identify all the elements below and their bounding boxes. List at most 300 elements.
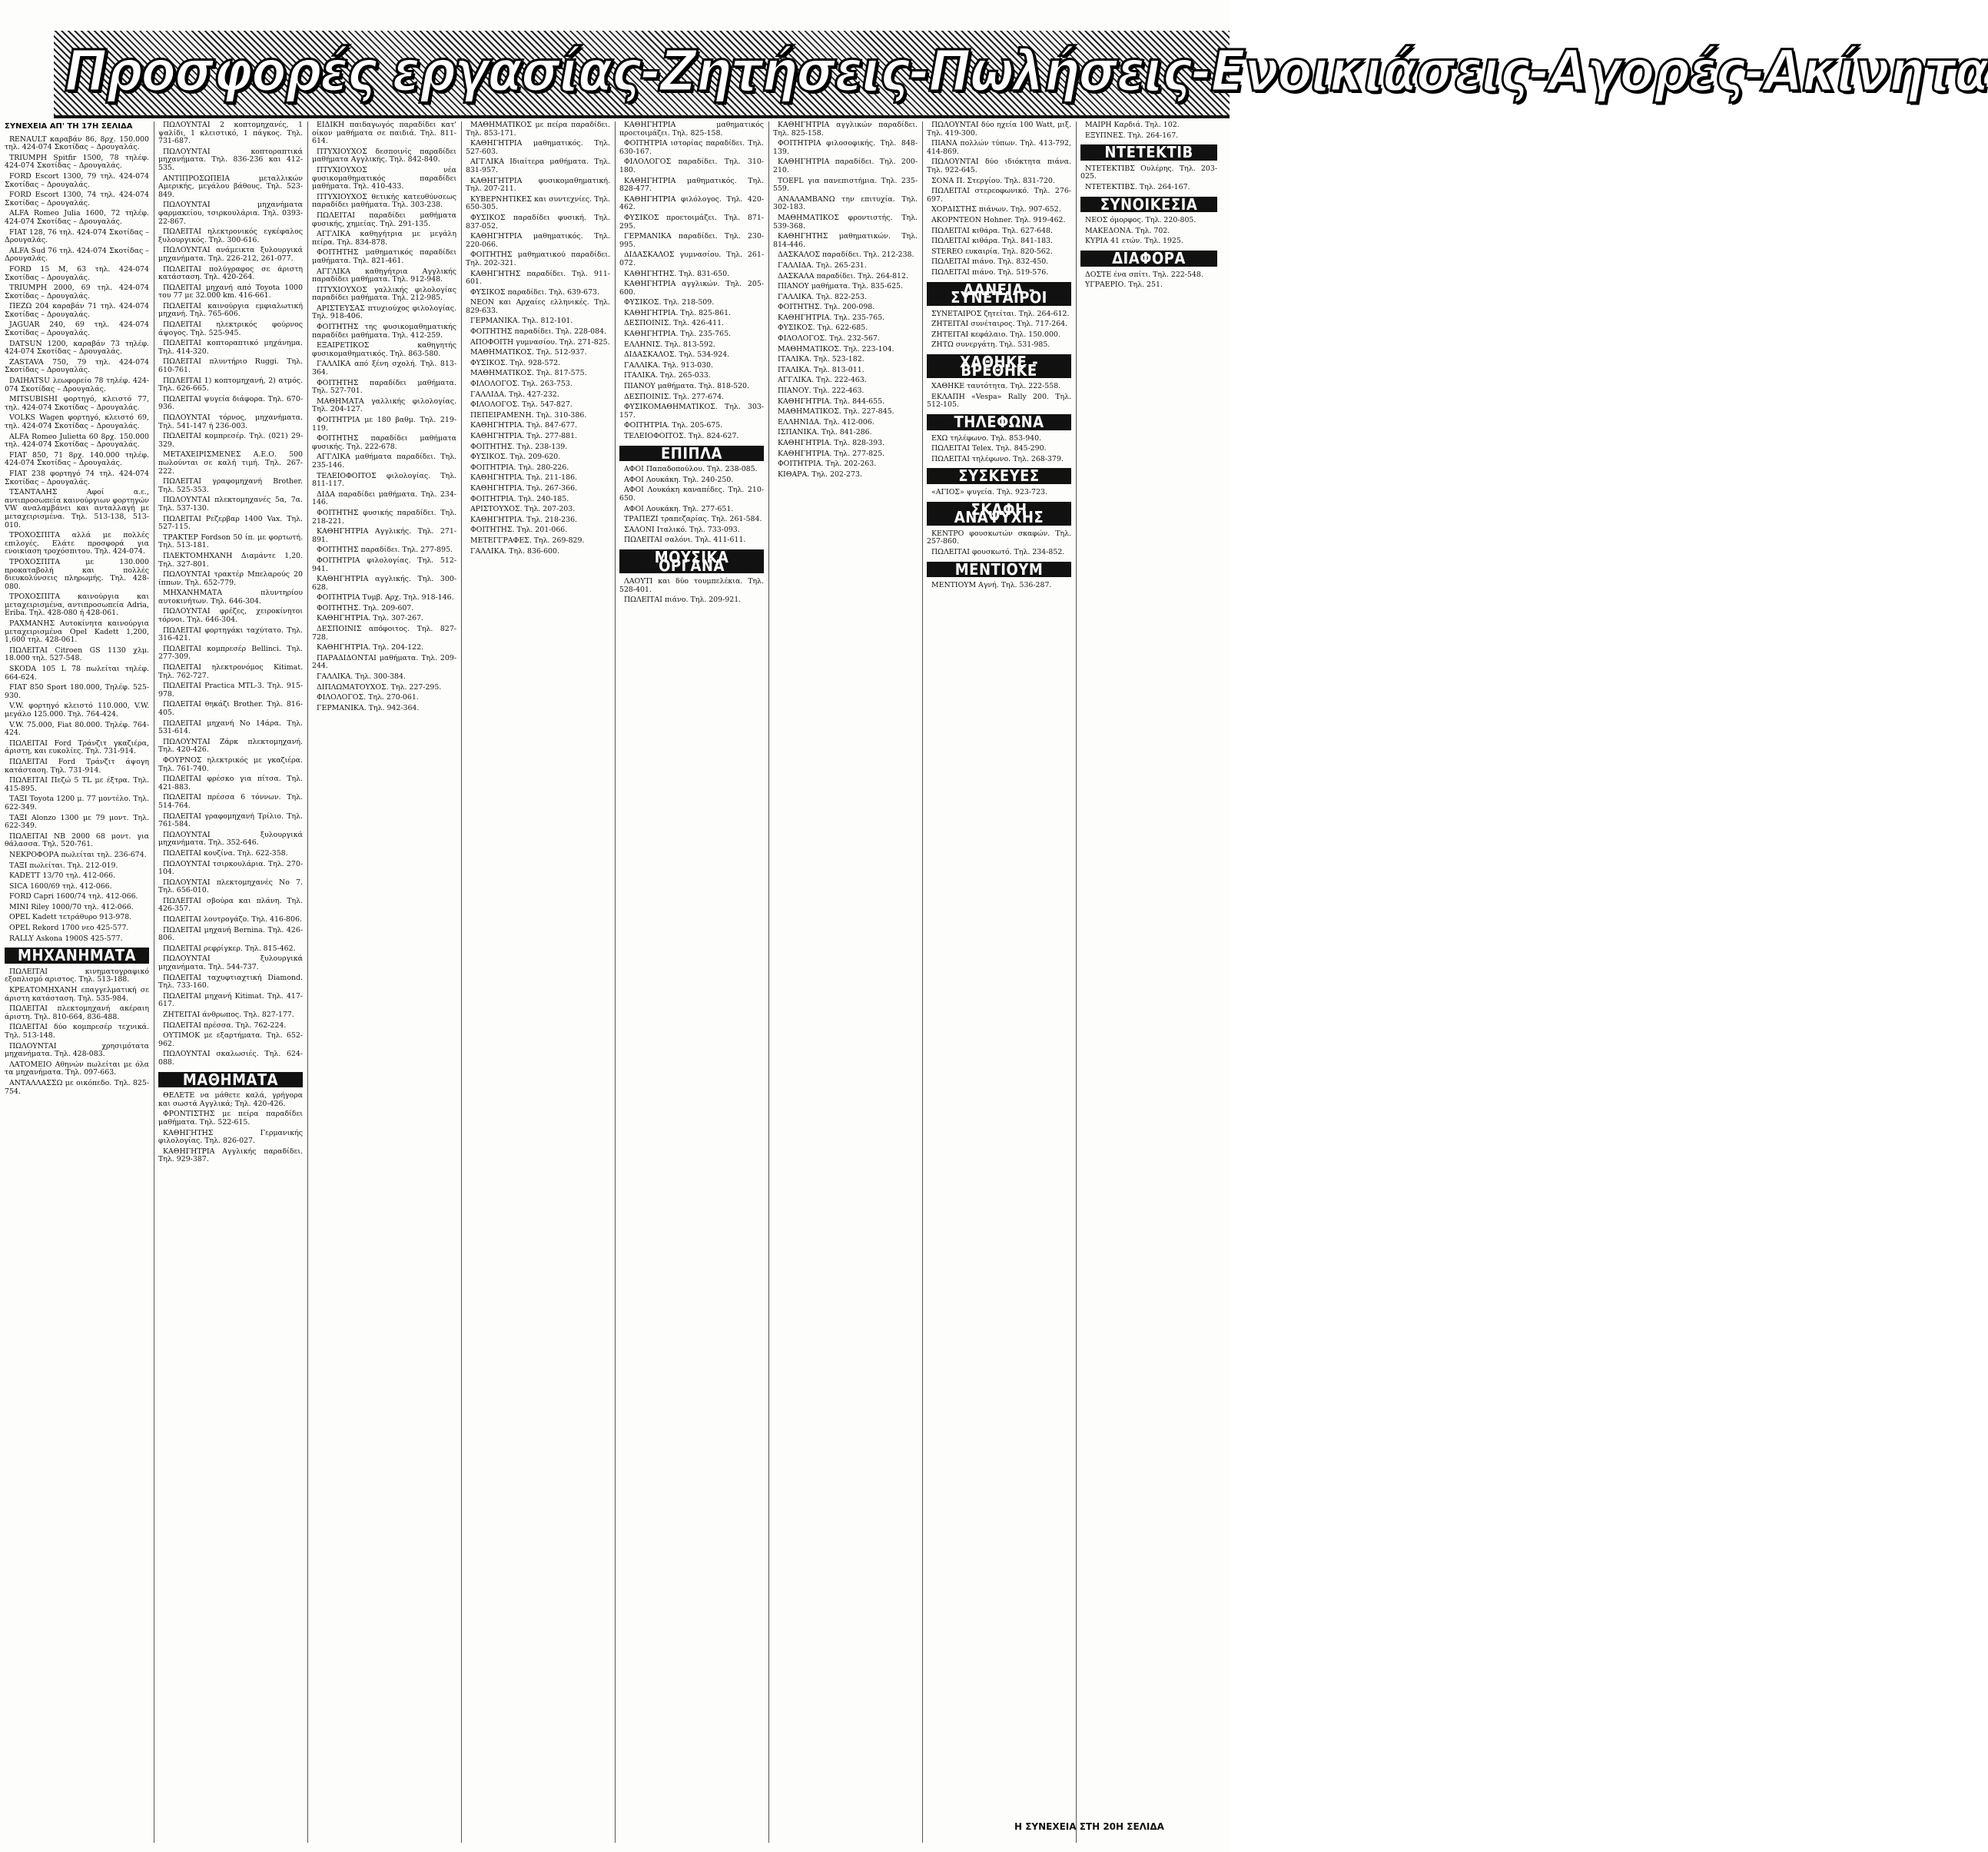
column-divider (1076, 121, 1077, 1843)
classified-ad: ΠΩΛΕΙΤΑΙ φρέσκο για πίτσα. Τηλ. 421-883. (158, 775, 303, 792)
classifieds-banner (54, 31, 1988, 118)
classified-ad: ΦΟΙΤΗΤΗΣ της φυσικομαθηματικής παραδίδει μαθήματα. Τηλ. 412-259. (312, 323, 456, 340)
classified-ad: ΙΣΠΑΝΙΚΑ. Τηλ. 841-286. (778, 428, 872, 437)
classified-ad: ΚΥΒΕΡΝΗΤΙΚΕΣ και συντεχνίες. Τηλ. 650-305. (466, 194, 610, 212)
classified-ad: ΠΩΛΟΥΝΤΑΙ ξυλουργικά μηχανήματα. Τηλ. 352-646. (158, 830, 303, 848)
classified-ad: ΦΟΙΤΗΤΡΙΑ. Τηλ. 205-675. (624, 421, 723, 430)
classified-ad: ΚΑΘΗΓΗΤΡΙΑ. Τηλ. 204-122. (317, 643, 424, 652)
classified-ad: ΚΑΘΗΓΗΤΡΙΑ. Τηλ. 235-765. (778, 313, 885, 322)
classified-ad: ΦΟΙΤΗΤΗΣ παραδίδει μαθήματα φυσικής. Τηλ. 222-678. (312, 434, 456, 451)
classified-ad: ΜΕΤΕΓΓΡΑΦΕΣ. Τηλ. 269-829. (470, 536, 585, 545)
column-8 (1080, 121, 1217, 1843)
column-4 (466, 121, 610, 1843)
classified-ad: ΠΩΛΕΙΤΑΙ πιάνο. Τηλ. 519-576. (931, 267, 1049, 277)
classified-ad: ΖΗΤΕΙΤΑΙ κεφάλαιο. Τηλ. 150.000. (931, 330, 1060, 339)
section-heading: ΕΠΙΠΛΑ (619, 446, 764, 462)
classified-ad: ΕΚΛΑΠΗ «Vespa» Rally 200. Τηλ. 512-105. (927, 392, 1071, 410)
classified-ad: ΚΑΘΗΓΗΤΗΣ. Τηλ. 831-650. (624, 269, 730, 278)
section-heading: ΜΟΥΣΙΚΑ ΟΡΓΑΝΑ (619, 549, 764, 573)
classified-ad: ΠΩΛΕΙΤΑΙ καινούργια εμφιαλωτική μηχανή. Τηλ. 765-606. (158, 301, 303, 319)
classified-ad: ΤΑΞΙ πωλείται. Τηλ. 212-019. (9, 861, 118, 870)
classified-ad: ΓΕΡΜΑΝΙΚΑ. Τηλ. 812-101. (470, 317, 573, 326)
classified-ad: ΚΑΘΗΓΗΤΡΙΑ μαθηματικός. Τηλ. 828-477. (619, 176, 764, 194)
classified-ad: ΧΟΡΔΙΣΤΗΣ πιάνων. Τηλ. 907-652. (931, 205, 1061, 214)
classified-ad: ΘΕΛΕΤΕ να μάθετε καλά, γρήγορα και σωστά Αγγλικά; Τηλ. 420-426. (158, 1091, 303, 1108)
classified-ad: ΡΑΧΜΑΝΗΣ Αυτοκίνητα καινούργια μεταχειρισμένα Opel Kadett 1,200, 1,600 τηλ. 428-061. (5, 619, 149, 645)
classified-ad: ΠΩΛΕΙΤΑΙ πιάνο. Τηλ. 209-921. (624, 596, 742, 605)
section-heading: ΣΥΝΟΙΚΕΣΙΑ (1080, 197, 1217, 213)
section-heading: ΧΑΘΗΚΕ - ΒΡΕΘΗΚΕ (927, 354, 1071, 378)
classified-ad: ΓΑΛΛΙΔΑ. Τηλ. 265-231. (778, 261, 867, 270)
classified-ad: ΤΡΟΧΟΣΠΙΤΑ αλλά με πολλές επιλογές. Ελάτε προσφορά για ενοικίαση τροχόσπιτου. Τηλ. 424-074. (5, 531, 149, 556)
classified-ad: ΦΥΣΙΚΟΣ. Τηλ. 218-509. (624, 298, 715, 307)
classified-ad: ΠΩΛΕΙΤΑΙ ΝΒ 2000 68 μοντ. για θάλασσα. Τηλ. 520-761. (5, 831, 149, 849)
classified-ad: ΦΟΙΤΗΤΗΣ. Τηλ. 209-607. (317, 603, 414, 612)
classified-ad: ΝΤΕΤΕΚΤΙΒΣ. Τηλ. 264-167. (1085, 182, 1190, 191)
classified-ad: ΦΥΣΙΚΟΣ. Τηλ. 928-572. (470, 358, 561, 367)
classified-ad: ΑΡΙΣΤΕΥΣΑΣ πτυχιούχος φιλολογίας. Τηλ. 918-406. (312, 304, 456, 321)
classified-ad: DAIHATSU λεωφορείο 78 τηλέφ. 424-074 Σκοτίδας – Δρουγαλάς. (5, 377, 149, 393)
classified-ad: ΠΩΛΕΙΤΑΙ σβούρα και πλάνη. Τηλ. 426-357. (158, 896, 303, 914)
classified-ad: ΠΩΛΕΙΤΑΙ κιθάρα. Τηλ. 841-183. (931, 237, 1053, 246)
classified-ad: ΑΓΓΛΙΚΑ μαθήματα παραδίδει. Τηλ. 235-146. (312, 453, 456, 470)
classified-ad: TOEFL για πανεπιστήμια. Τηλ. 235-559. (773, 176, 918, 194)
classified-ad: ΛΑΟΥΤΙ και δύο τουμπελέκια. Τηλ. 528-401. (619, 577, 764, 594)
classified-ad: ΠΩΛΕΙΤΑΙ φουσκωτό. Τηλ. 234-852. (931, 547, 1065, 556)
classified-ad: ΜΑΘΗΜΑΤΙΚΟΣ. Τηλ. 227-845. (778, 407, 894, 417)
classified-ad: ΠΩΛΕΙΤΑΙ σαλόνι. Τηλ. 411-611. (624, 536, 746, 545)
classified-ad: ΠΩΛΟΥΝΤΑΙ μηχανήματα φαρμακείου, τσιρκουλάρια. Τηλ. 0393-22-867. (158, 201, 303, 226)
classified-ad: ΦΟΙΤΗΤΡΙΑ. Τηλ. 280-226. (470, 463, 569, 472)
classified-ad: ΦΟΙΤΗΤΗΣ παραδίδει. Τηλ. 228-084. (470, 327, 607, 337)
classified-ad: ΠΤΥΧΙΟΥΧΟΣ νέα φυσικομαθηματικός παραδίδει μαθήματα. Τηλ. 410-433. (312, 165, 456, 191)
classified-ad: ΠΩΛΕΙΤΑΙ Practica ΜΤL-3. Τηλ. 915-978. (158, 682, 303, 699)
classified-ad: ΚΑΘΗΓΗΤΡΙΑ. Τηλ. 235-765. (624, 330, 732, 339)
classified-ad: ΑΡΙΣΤΟΥΧΟΣ. Τηλ. 207-203. (470, 505, 576, 514)
classified-ad: ΠΩΛΕΙΤΑΙ κοπτοραπτικό μηχάνημα. Τηλ. 414-320. (158, 339, 303, 356)
classified-ad: ΠΩΛΕΙΤΑΙ γραφομηχανή Brother. Τηλ. 525-353. (158, 477, 303, 494)
classified-ad: ΦΙΛΟΛΟΓΟΣ παραδίδει. Τηλ. 310-180. (619, 158, 764, 174)
classified-ad: TRIUMPH 2000, 69 τηλ. 424-074 Σκοτίδας – Δρουγαλάς. (5, 284, 149, 300)
classified-ad: ΦΟΙΤΗΤΡΙΑ. Τηλ. 202-263. (778, 460, 877, 469)
classified-ad: ΚΕΝΤΡΟ φουσκωτών σκαφών. Τηλ. 257-860. (927, 529, 1071, 546)
classified-ad: ΦΟΙΤΗΤΗΣ παραδίδει μαθήματα. Τηλ. 527-701. (312, 378, 456, 396)
classified-ad: ΜΑΘΗΜΑΤΙΚΟΣ. Τηλ. 817-575. (470, 369, 587, 378)
classified-ad: ΠΩΛΕΙΤΑΙ κιθάρα. Τηλ. 627-648. (931, 226, 1053, 235)
classified-ad: ΚΑΘΗΓΗΤΗΣ παραδίδει. Τηλ. 911-601. (466, 269, 610, 287)
classified-ad: ΚΑΘΗΓΗΤΡΙΑ αγγλικών παραδίδει. Τηλ. 825-158. (773, 121, 918, 138)
classified-ad: ΠΩΛΕΙΤΑΙ φορτηγάκι ταχύτατο. Τηλ. 316-421. (158, 626, 303, 643)
classified-ad: ΜΕΤΑΧΕΙΡΙΣΜΕΝΕΣ Α.Ε.Ο. 500 πωλούνται σε καλή τιμή. Τηλ. 267-222. (158, 450, 303, 476)
classified-ad: ΑΦΟΙ Παπαδοπούλου. Τηλ. 238-085. (624, 465, 758, 474)
classified-ad: ΠΩΛΟΥΝΤΑΙ ανάμεικτα ξυλουργικά μηχανήματα. Τηλ. 226-212, 261-077. (158, 246, 303, 263)
classified-ad: ΜΑΘΗΜΑΤΑ γαλλικής φιλολογίας. Τηλ. 204-127. (312, 397, 456, 414)
classified-ad: ΠΩΛΕΙΤΑΙ ηλεκτρονικός εγκέφαλος ξυλουργικός. Τηλ. 300-616. (158, 227, 303, 244)
classified-ad: ΠΩΛΟΥΝΤΑΙ σκαλωσιές. Τηλ. 624-088. (158, 1050, 303, 1067)
section-heading: ΣΚΑΦΗ ΑΝΑΨΥΧΗΣ (927, 502, 1071, 526)
classified-ad: ΠΩΛΟΥΝΤΑΙ πλεκτομηχανές 5α, 7α. Τηλ. 537-130. (158, 496, 303, 513)
classified-ad: ΚΙΘΑΡΑ. Τηλ. 202-273. (778, 470, 862, 479)
classified-ad: ΠΩΛΕΙΤΑΙ πρέσσα. Τηλ. 762-224. (163, 1021, 287, 1030)
classified-ad: ΠΙΑΝΑ πολλών τύπων. Τηλ. 413-792, 414-869. (927, 139, 1071, 156)
classified-ad: ΚΑΘΗΓΗΤΗΣ μαθηματικών. Τηλ. 814-446. (773, 232, 918, 249)
classified-ad: ΟΥΤΙΜΟΚ με εξαρτήματα. Τηλ. 652-962. (158, 1031, 303, 1048)
classified-ad: ΠΩΛΕΙΤΑΙ μηχανή Bernina. Τηλ. 426-806. (158, 925, 303, 943)
section-heading: ΜΗΧΑΝΗΜΑΤΑ (5, 948, 149, 964)
classified-ad: ΤΡΟΧΟΣΠΙΤΑ καινούργια και μεταχειρισμένα, αντιπροσωπεία Adria, Eriba. Τηλ. 428-080 ή 428-061. (5, 592, 149, 618)
classified-ad: ΓΑΛΛΙΚΑ. Τηλ. 836-600. (470, 546, 559, 556)
classified-ad: ΠΙΑΝΟΥ. Τηλ. 222-463. (778, 387, 865, 396)
classified-ad: ΑΠΟΦΟΙΤΗ γυμνασίου. Τηλ. 271-825. (470, 337, 610, 347)
classified-ad: ΚΡΕΑΤΟΜΗΧΑΝΗ επαγγελματική σε άριστη κατάσταση. Τηλ. 535-984. (5, 986, 149, 1003)
classified-ad: «ΑΓΙΟΣ» ψυγεία. Τηλ. 923-723. (931, 488, 1047, 496)
classified-ad: ΤΕΛΕΙΟΦΟΙΤΟΣ φιλολογίας. Τηλ. 811-117. (312, 471, 456, 489)
classified-ad: FIAT 238 φορτηγό 74 τηλ. 424-074 Σκοτίδας – Δρουγαλάς. (5, 469, 149, 486)
classified-ad: SIСΑ 1600/69 τηλ. 412-066. (9, 881, 112, 891)
classified-ad: ΥΓΡΑΕΡΙΟ. Τηλ. 251. (1085, 280, 1163, 290)
classified-ad: ΔΑΣΚΑΛΟΣ παραδίδει. Τηλ. 212-238. (778, 251, 914, 260)
section-heading: ΔΙΑΦΟΡΑ (1080, 251, 1217, 267)
column-divider (768, 121, 769, 1843)
classified-ad: ΔΙΔΑΣΚΑΛΟΣ γυμνασίου. Τηλ. 261-072. (619, 251, 764, 267)
classified-ad: ΠΩΛΕΙΤΑΙ παραδίδει μαθήματα φυσικής, χημείας. Τηλ. 291-135. (312, 211, 456, 228)
classified-ad: FIAT 128, 76 τηλ. 424-074 Σκοτίδας – Δρουγαλάς. (5, 227, 149, 245)
classified-ad: ΝΕΚΡΟΦΟΡΑ πωλείται τηλ. 236-674. (9, 850, 147, 859)
classified-ad: RALLY Askona 1900S 425-577. (9, 934, 123, 943)
classified-ad: ΠΩΛΟΥΝΤΑΙ τσιρκουλάρια. Τηλ. 270-104. (158, 859, 303, 877)
classified-ad: ΤΡΟΧΟΣΠΙΤΑ με 130.000 προκαταβολή και πολλές διευκολύνσεις πληρωμής. Τηλ. 428-080. (5, 557, 149, 591)
classified-ad: FORD Escort 1300, 74 τηλ. 424-074 Σκοτίδας – Δρουγαλάς. (5, 191, 149, 207)
classified-ad: ΔΕΣΠΟΙΝΙΣ. Τηλ. 277-674. (624, 392, 725, 401)
classified-ad: ΚΑΘΗΓΗΤΡΙΑ μαθηματικός προετοιμάζει. Τηλ. 825-158. (619, 121, 764, 138)
column-divider (307, 121, 308, 1843)
classified-ad: ΦΥΣΙΚΟΜΑΘΗΜΑΤΙΚΟΣ. Τηλ. 303-157. (619, 403, 764, 420)
classified-ad: ALFA Romeo Julietta 60 8ρχ. 150.000 τηλ. 424-074 Σκοτίδας – Δρουγαλάς. (5, 432, 149, 450)
classified-ad: ΠΩΛΕΙΤΑΙ ταχυφτιαχτική Diamond. Τηλ. 733-160. (158, 973, 303, 991)
classified-ad: ΠΩΛΟΥΝΤΑΙ Ζάρκ πλεκτομηχανή. Τηλ. 420-426. (158, 737, 303, 755)
classified-ad: VOLKS Wagen φορτηγό, κλειστό 69, τηλ. 424-074 Σκοτίδας – Δρουγαλάς. (5, 413, 149, 430)
column-6 (773, 121, 918, 1843)
classified-columns (5, 121, 1219, 1843)
classified-ad: ΣΟΝΑ Π. Στεργίου. Τηλ. 831-720. (931, 176, 1055, 185)
classified-ad: ΠΩΛΕΙΤΑΙ πιάνο. Τηλ. 832-450. (931, 257, 1049, 267)
classified-ad: ΜΑΘΗΜΑΤΙΚΟΣ με πείρα παραδίδει. Τηλ. 853-171. (466, 121, 610, 138)
classified-ad: ΙΤΑΛΙΚΑ. Τηλ. 265-033. (624, 371, 711, 380)
classified-ad: ΦΥΣΙΚΟΣ παραδίδει. Τηλ. 639-673. (470, 287, 600, 297)
classified-ad: ΚΑΘΗΓΗΤΡΙΑ μαθηματικός. Τηλ. 527-603. (466, 139, 610, 156)
classified-ad: V.W. φορτηγό κλειστό 110.000, V.W. μεγάλο 125.000. Τηλ. 764-424. (5, 702, 149, 719)
classified-ad: ΜΗΧΑΝΗΜΑΤΑ πλυντηρίου αυτοκινήτων. Τηλ. 646-304. (158, 589, 303, 606)
classified-ad: ΔΑΣΚΑΛΑ παραδίδει. Τηλ. 264-812. (778, 271, 908, 280)
classified-ad: ΑΝΤΙΠΡΟΣΩΠΕΙΑ μεταλλικών Αμερικής, μεγάλου βάθους. Τηλ. 523-849. (158, 174, 303, 199)
classified-ad: ΦΥΣΙΚΟΣ. Τηλ. 622-685. (778, 324, 868, 333)
classified-ad: ΜΑΚΕΔΟΝΑ. Τηλ. 702. (1085, 226, 1170, 235)
classified-ad: ΠΩΛΕΙΤΑΙ μηχανή από Toyota 1000 του 77 με 32.000 km. 416-661. (158, 283, 303, 300)
section-heading: ΤΗΛΕΦΩΝΑ (927, 414, 1071, 430)
classified-ad: ΑΓΓΛΙΚΑ καθηγήτρια με μεγάλη πείρα. Τηλ. 834-878. (312, 230, 456, 247)
classified-ad: ΚΑΘΗΓΗΤΡΙΑ. Τηλ. 825-861. (624, 308, 732, 317)
column-divider (615, 121, 616, 1843)
classified-ad: ΔΙΠΛΩΜΑΤΟΥΧΟΣ. Τηλ. 227-295. (317, 682, 442, 692)
classified-ad: ΠΩΛΟΥΝΤΑΙ δύο ιδιόκτητα πιάνα. Τηλ. 922-645. (927, 158, 1071, 174)
continued-heading: ΣΥΝΕΧΕΙΑ ΑΠ' ΤΗ 17Η ΣΕΛΙΔΑ (5, 122, 133, 131)
classified-ad: ΠΩΛΕΙΤΑΙ πλεκτομηχανή ακέραιη άριστη. Τηλ. 810-664, 836-488. (5, 1004, 149, 1021)
classified-ad: ΠΩΛΕΙΤΑΙ τηλέφωνο. Τηλ. 268-379. (931, 454, 1064, 463)
classified-ad: ΕΛΛΗΝΙΣ. Τηλ. 813-592. (624, 340, 715, 349)
classified-ad: ΠΕΖΩ 204 καραβάν 71 τηλ. 424-074 Σκοτίδας – Δρουγαλάς. (5, 302, 149, 319)
classified-ad: ΠΩΛΟΥΝΤΑΙ πλεκτομηχανές Νο 7. Τηλ. 656-010. (158, 878, 303, 895)
classified-ad: ΜΑΘΗΜΑΤΙΚΟΣ. Τηλ. 512-937. (470, 348, 587, 357)
classified-ad: ΕΧΩ τηλέφωνο. Τηλ. 853-940. (931, 433, 1042, 443)
classified-ad: ΠΩΛΟΥΝΤΑΙ ξυλουργικά μηχανήματα. Τηλ. 544-737. (158, 954, 303, 972)
classified-ad: ΠΩΛΟΥΝΤΑΙ χρησιμότατα μηχανήματα. Τηλ. 428-083. (5, 1041, 149, 1059)
classified-ad: ΔΕΣΠΟΙΝΙΣ. Τηλ. 426-411. (624, 319, 725, 328)
classified-ad: ΠΩΛΕΙΤΑΙ μηχανή Kitimat. Τηλ. 417-617. (158, 991, 303, 1009)
banner-title: Προσφορές εργασίας-Ζητήσεις-Πωλήσεις-Ενοικιάσεις-Αγορές-Ακίνητα (65, 38, 1988, 105)
classified-ad: ΠΩΛΕΙΤΑΙ Telex. Τηλ. 845-290. (931, 444, 1047, 453)
classified-ad: MINI Riley 1000/70 τηλ. 412-066. (9, 902, 134, 911)
classified-ad: ΔΟΣΤΕ ένα σπίτι. Τηλ. 222-548. (1085, 270, 1203, 279)
section-heading: ΜΕΝΤΙΟΥΜ (927, 562, 1071, 578)
classified-ad: ΝΕΟΣ όμορφος. Τηλ. 220-805. (1085, 216, 1196, 225)
classified-ad: ΠΩΛΟΥΝΤΑΙ δύο ηχεία 100 Watt, μιξ. Τηλ. 419-300. (927, 121, 1071, 138)
classified-ad: ΤΡΑΚΤΕΡ Fordson 50 ίπ. με φορτωτή. Τηλ. 513-181. (158, 533, 303, 550)
classified-ad: ΜΑΘΗΜΑΤΙΚΟΣ. Τηλ. 223-104. (778, 344, 894, 353)
classified-ad: ΦΟΙΤΗΤΗΣ. Τηλ. 238-139. (470, 442, 568, 451)
classified-ad: ΑΝΑΛΑΜΒΑΝΩ την επιτυχία. Τηλ. 302-183. (773, 194, 918, 212)
classified-ad: FORD Capri 1600/74 τηλ. 412-066. (9, 892, 138, 901)
classified-ad: MITSUBISHI φορτηγό, κλειστό 77, τηλ. 424-074 Σκοτίδας – Δρουγαλάς. (5, 395, 149, 412)
classified-ad: ΠΩΛΟΥΝΤΑΙ τόρνος, μηχανήματα. Τηλ. 541-147 ή 236-003. (158, 413, 303, 430)
classified-ad: ΤΣΑΝΤΑΛΗΣ Αφοί α.ε., αντιπροσωπεία καινούργιων φορτηγών VW αναλαμβάνει και ανταλλαγή με μεταχειρισμένα. Τηλ. 513-138, 513-010. (5, 488, 149, 529)
classified-ad: ΔΙΔΑ παραδίδει μαθήματα. Τηλ. 234-146. (312, 490, 456, 507)
classified-ad: ΦΟΙΤΗΤΗΣ μαθηματικού παραδίδει. Τηλ. 202-321. (466, 251, 610, 267)
classified-ad: ΚΑΘΗΓΗΤΡΙΑ παραδίδει. Τηλ. 200-210. (773, 158, 918, 174)
classified-ad: ΚΑΘΗΓΗΤΡΙΑ. Τηλ. 844-655. (778, 397, 885, 406)
classified-ad: ΙΤΑΛΙΚΑ. Τηλ. 523-182. (778, 355, 865, 364)
classified-ad: ΚΑΘΗΓΗΤΡΙΑ. Τηλ. 307-267. (317, 614, 424, 623)
classified-ad: ΣΥΝΕΤΑΙΡΟΣ ζητείται. Τηλ. 264-612. (931, 309, 1070, 318)
classified-ad: ΜΕΝΤΙΟΥΜ Αγνή. Τηλ. 536-287. (931, 581, 1052, 590)
classified-ad: ΖΗΤΩ συνεργάτη. Τηλ. 531-985. (931, 340, 1050, 350)
classified-ad: ΓΑΛΛΙΔΑ. Τηλ. 427-232. (470, 390, 559, 399)
classified-ad: ΠΩΛΟΥΝΤΑΙ τρακτέρ Μπελαρούς 20 ίππων. Τηλ. 652-779. (158, 570, 303, 587)
classified-ad: ΠΩΛΕΙΤΑΙ θηκάζι Brother. Τηλ. 816-405. (158, 700, 303, 717)
classified-ad: V.W. 75.000, Fiat 80.000. Τηλέφ. 764-424. (5, 720, 149, 738)
classified-ad: ΠΩΛΕΙΤΑΙ πολύγραφος σε άριστη κατάσταση. Τηλ. 420-264. (158, 264, 303, 282)
classified-ad: ΕΞΥΠΝΕΣ. Τηλ. 264-167. (1085, 131, 1179, 140)
classified-ad: ΠΩΛΕΙΤΑΙ Ford Τράνζιτ άψογη κατάσταση. Τηλ. 731-914. (5, 757, 149, 775)
column-7 (927, 121, 1071, 1843)
classified-ad: ΑΓΓΛΙΚΑ. Τηλ. 222-463. (778, 376, 867, 385)
classified-ad: ΠΩΛΟΥΝΤΑΙ φρέζες, χειροκίνητοι τόρνοι. Τηλ. 646-304. (158, 607, 303, 625)
classified-ad: ΠΩΛΕΙΤΑΙ Πεζώ 5 TL με έξτρα. Τηλ. 415-895. (5, 776, 149, 793)
classified-ad: RENAULT καραβάν 86, 8ρχ. 150.000 τηλ. 424-074 Σκοτίδας – Δρουγαλάς. (5, 134, 149, 152)
classified-ad: ΑΝΤΑΛΛΑΣΣΩ με οικόπεδο. Τηλ. 825-754. (5, 1078, 149, 1096)
column-5 (619, 121, 764, 1843)
classified-ad: ΤΕΛΕΙΟΦΟΙΤΟΣ. Τηλ. 824-627. (624, 432, 739, 440)
classified-ad: ΚΑΘΗΓΗΤΡΙΑ. Τηλ. 847-677. (470, 421, 578, 430)
classified-ad: ΠΩΛΕΙΤΑΙ ηλεκτρονόμος Kitimat. Τηλ. 762-727. (158, 663, 303, 680)
classified-ad: ΠΩΛΕΙΤΑΙ κομπρεσέρ. Τηλ. (021) 29-329. (158, 432, 303, 449)
section-heading: ΝΤΕΤΕΚΤΙΒ (1080, 144, 1217, 161)
section-heading: ΜΑΘΗΜΑΤΑ (158, 1072, 303, 1088)
classified-ad: ΠΩΛΕΙΤΑΙ 1) κοπτομηχανή, 2) ατμός. Τηλ. 626-665. (158, 376, 303, 393)
classified-ad: ΕΛΛΗΝΙΔΑ. Τηλ. 412-006. (778, 417, 875, 426)
classified-ad: FIAT 850, 71 8ρχ. 140.000 τηλέφ. 424-074 Σκοτίδας – Δρουγαλάς. (5, 450, 149, 468)
section-heading: ΣΥΣΚΕΥΕΣ (927, 468, 1071, 484)
classified-ad: ΑΦΟΙ Λουκάκη. Τηλ. 240-250. (624, 475, 734, 484)
classified-ad: ΠΩΛΕΙΤΑΙ μηχανή Νο 14άρα. Τηλ. 531-614. (158, 719, 303, 736)
classified-ad: ΓΕΡΜΑΝΙΚΑ παραδίδει. Τηλ. 230-995. (619, 232, 764, 249)
classified-ad: ΚΑΘΗΓΗΤΡΙΑ. Τηλ. 211-186. (470, 473, 578, 483)
classified-ad: ΚΑΘΗΓΗΤΡΙΑ. Τηλ. 267-366. (470, 483, 578, 493)
classified-ad: ΦΙΛΟΛΟΓΟΣ. Τηλ. 232-567. (778, 334, 880, 344)
classified-ad: ΠΩΛΕΙΤΑΙ γραφομηχανή Τρίλιο. Τηλ. 761-584. (158, 811, 303, 829)
classified-ad: ΠΛΕΚΤΟΜΗΧΑΝΗ Διαμάντε 1,20. Τηλ. 327-801. (158, 551, 303, 569)
classified-ad: ΚΑΘΗΓΗΤΡΙΑ. Τηλ. 277-881. (470, 432, 578, 440)
classified-ad: ΚΑΘΗΓΗΤΡΙΑ. Τηλ. 828-393. (778, 439, 885, 447)
classified-ad: ΠΩΛΕΙΤΑΙ Citroen GS 1130 χλμ. 18.000 τηλ. 527-548. (5, 646, 149, 663)
classified-ad: ΚΑΘΗΓΗΤΡΙΑ. Τηλ. 218-236. (470, 515, 578, 524)
classified-ad: ΠΩΛΟΥΝΤΑΙ κοπτοραπτικά μηχανήματα. Τηλ. 836-236 και 412-535. (158, 147, 303, 172)
classified-ad: ΦΟΙΤΗΤΗΣ φυσικής παραδίδει. Τηλ. 218-221. (312, 508, 456, 526)
classified-ad: SKODA 105 L 78 πωλείται τηλέφ. 664-624. (5, 665, 149, 682)
classified-ad: ΧΑΘΗΚΕ ταυτότητα. Τηλ. 222-558. (931, 382, 1061, 391)
classified-ad: ΝΤΕΤΕΚΤΙΒΣ Ουλέρης. Τηλ. 203-025. (1080, 164, 1217, 181)
classified-ad: ΦΟΙΤΗΤΡΙΑ φιλοσοφικής. Τηλ. 848-139. (773, 139, 918, 156)
classified-ad: ΓΑΛΛΙΚΑ από ξένη σχολή. Τηλ. 813-364. (312, 360, 456, 377)
classified-ad: ΔΙΔΑΣΚΑΛΟΣ. Τηλ. 534-924. (624, 350, 730, 360)
classified-ad: OPEL Kadett τετράθυρο 913-978. (9, 913, 132, 922)
classified-ad: ΠΩΛΟΥΝΤΑΙ 2 κοπτομηχανές, 1 ψαλίδι, 1 κλειστικό, 1 πάγκος. Τηλ. 731-687. (158, 121, 303, 146)
classified-ad: ΠΑΡΑΔΙΔΟΝΤΑΙ μαθήματα. Τηλ. 209-244. (312, 653, 456, 671)
classified-ad: ΦΟΥΡΝΟΣ ηλεκτρικός με γκαζιέρα. Τηλ. 761-740. (158, 755, 303, 773)
column-3 (312, 121, 456, 1843)
classified-ad: ΦΙΛΟΛΟΓΟΣ. Τηλ. 547-827. (470, 400, 573, 410)
classified-ad: ΠΙΑΝΟΥ μαθήματα. Τηλ. 835-625. (778, 282, 904, 291)
classified-ad: ΑΚΟΡΝΤΕΟΝ Hohner. Τηλ. 919-462. (931, 215, 1066, 224)
classified-ad: ΠΩΛΕΙΤΑΙ κινηματογραφικό εξοπλισμό αριστος. Τηλ. 513-188. (5, 967, 149, 984)
classified-ad: ΣΑΛΟΝΙ Ιταλικό. Τηλ. 733-093. (624, 525, 740, 534)
classified-ad: STEREO ευκαιρία. Τηλ. 820-562. (931, 247, 1053, 256)
classified-ad: ΛΑΤΟΜΕΙΟ Αθηνών πωλείται με όλα τα μηχανήματα. Τηλ. 097-663. (5, 1060, 149, 1077)
classified-ad: ΚΑΘΗΓΗΤΡΙΑ. Τηλ. 277-825. (778, 449, 885, 458)
classified-ad: ΑΓΓΛΙΚΑ Ιδιαίτερα μαθήματα. Τηλ. 831-957. (466, 158, 610, 174)
classified-ad: ΠΩΛΕΙΤΑΙ κομπρεσέρ Bellinci. Τηλ. 277-309. (158, 644, 303, 662)
classified-ad: ΜΑΘΗΜΑΤΙΚΟΣ φροντιστής. Τηλ. 539-368. (773, 213, 918, 231)
classified-ad: ΦΥΣΙΚΟΣ παραδίδει φυσική. Τηλ. 837-052. (466, 213, 610, 231)
classified-ad: ΠΙΑΝΟΥ μαθήματα. Τηλ. 818-520. (624, 382, 750, 391)
classified-ad: ΦΟΙΤΗΤΗΣ παραδίδει. Τηλ. 277-895. (317, 546, 453, 555)
classified-ad: ΕΞΑΙΡΕΤΙΚΟΣ καθηγητής φυσικομαθηματικός. Τηλ. 863-580. (312, 341, 456, 358)
classified-ad: ΔΕΣΠΟΙΝΙΣ απόφοιτος. Τηλ. 827-728. (312, 625, 456, 642)
classified-ad: ΦΟΙΤΗΤΡΙΑ με 180 βαθμ. Τηλ. 219-119. (312, 416, 456, 433)
classified-ad: ΚΑΘΗΓΗΤΡΙΑ Αγγλικής. Τηλ. 271-891. (312, 527, 456, 544)
classified-ad: ΦΥΣΙΚΟΣ. Τηλ. 209-620. (470, 453, 561, 462)
classified-ad: ΠΩΛΕΙΤΑΙ κουζίνα. Τηλ. 622-358. (163, 848, 288, 858)
classified-ad: FORD Escort 1300, 79 τηλ. 424-074 Σκοτίδας – Δρουγαλάς. (5, 171, 149, 189)
classified-ad: ΜΑΙΡΗ Καρδιά. Τηλ. 102. (1085, 121, 1180, 129)
classified-ad: ΦΥΣΙΚΟΣ προετοιμάζει. Τηλ. 871-295. (619, 213, 764, 231)
classified-ad: ΦΟΙΤΗΤΡΙΑ Τυμβ. Αρχ. Τηλ. 918-146. (317, 593, 454, 602)
classified-ad: ALFA Romeo Julia 1600, 72 τηλέφ. 424-074 Σκοτίδας – Δρουγαλάς. (5, 209, 149, 226)
classified-ad: ΠΕΠΕΙΡΑΜΕΝΗ. Τηλ. 310-386. (470, 410, 587, 420)
classified-ad: ΦΟΙΤΗΤΗΣ. Τηλ. 200-098. (778, 303, 875, 312)
classified-ad: JAGUAR 240, 69 τηλ. 424-074 Σκοτίδας – Δρουγαλάς. (5, 320, 149, 338)
classified-ad: ΠΤΥΧΙΟΥΧΟΣ δεσποινίς παραδίδει μαθήματα Αγγλικής. Τηλ. 842-840. (312, 147, 456, 164)
classified-ad: ΠΩΛΕΙΤΑΙ ψυγεία διάφορα. Τηλ. 670-936. (158, 394, 303, 412)
classified-ad: ΓΕΡΜΑΝΙΚΑ. Τηλ. 942-364. (317, 703, 420, 712)
classified-ad: ΠΩΛΕΙΤΑΙ ηλεκτρικός φούρνος άψογος. Τηλ. 525-945. (158, 320, 303, 337)
classified-ad: ΚΑΘΗΓΗΤΡΙΑ Αγγλικής παραδίδει. Τηλ. 929-387. (158, 1147, 303, 1164)
classified-ad: ΚΑΘΗΓΗΤΡΙΑ φιλόλογος. Τηλ. 420-462. (619, 194, 764, 212)
classified-ad: ΤΑΞΙ Αlonzo 1300 με 79 μοντ. Τηλ. 622-349. (5, 813, 149, 831)
continued-notice: Η ΣΥΝΕΧΕΙΑ ΣΤΗ 20Η ΣΕΛΙΔΑ (1014, 1821, 1164, 1832)
classified-ad: ΤΡΑΠΕΖΙ τραπεζαρίας. Τηλ. 261-584. (624, 515, 762, 524)
classified-ad: ΠΩΛΕΙΤΑΙ στερεοφωνικό. Τηλ. 276-697. (927, 187, 1071, 204)
classified-ad: ΚΑΘΗΓΗΤΡΙΑ μαθηματικός. Τηλ. 220-066. (466, 232, 610, 249)
classified-ad: ΦΙΛΟΛΟΓΟΣ. Τηλ. 263-753. (470, 380, 573, 389)
classified-ad: ΚΥΡΙΑ 41 ετών. Τηλ. 1925. (1085, 237, 1183, 246)
classified-ad: ΙΤΑΛΙΚΑ. Τηλ. 813-011. (778, 365, 865, 374)
classified-ad: ΠΩΛΕΙΤΑΙ Ford Τράνζιτ γκαζιέρα, άριστη, και ευκολίες. Τηλ. 731-914. (5, 738, 149, 756)
classified-ad: ΚΑΘΗΓΗΤΗΣ Γερμανικής φιλολογίας. Τηλ. 826-027. (158, 1128, 303, 1146)
classified-ad: FIAT 850 Sport 180.000, Τηλέφ. 525-930. (5, 683, 149, 700)
classified-ad: ΓΑΛΛΙΚΑ. Τηλ. 913-030. (624, 360, 713, 370)
classified-ad: ΚΑΘΗΓΗΤΡΙΑ φυσικομαθηματική. Τηλ. 207-211. (466, 176, 610, 194)
classified-ad: TRIUMPH Spitfir 1500, 78 τηλέφ. 424-074 Σκοτίδας – Δρουγαλάς. (5, 153, 149, 171)
classified-ad: ΓΑΛΛΙΚΑ. Τηλ. 822-253. (778, 292, 867, 301)
classified-ad: ΖΗΤΕΙΤΑΙ συνέταιρος. Τηλ. 717-264. (931, 320, 1068, 329)
classified-ad: KADETT 13/70 τηλ. 412-066. (9, 871, 116, 881)
section-heading: ΔΑΝΕΙΑ - ΣΥΝΕΤΑΙΡΟΙ (927, 282, 1071, 306)
classified-ad: ΕΙΔΙΚΗ παιδαγωγός παραδίδει κατ' οίκον μαθήματα σε παιδιά. Τηλ. 811-614. (312, 121, 456, 146)
classified-ad: ΦΟΙΤΗΤΡΙΑ φιλολογίας. Τηλ. 512-941. (312, 556, 456, 573)
classified-ad: ΦΙΛΟΛΟΓΟΣ. Τηλ. 270-061. (317, 693, 419, 702)
classified-ad: ΦΡΟΝΤΙΣΤΗΣ με πείρα παραδίδει μαθήματα. Τηλ. 522-615. (158, 1110, 303, 1127)
classified-ad: ΑΦΟΙ Λουκάκη καναπέδες. Τηλ. 210-650. (619, 486, 764, 503)
classified-ad: ALFA Sud 76 τηλ. 424-074 Σκοτίδας – Δρουγαλάς. (5, 246, 149, 264)
column-divider (922, 121, 923, 1843)
classified-ad: ΚΑΘΗΓΗΤΡΙΑ αγγλικής. Τηλ. 300-628. (312, 575, 456, 592)
classified-ad: ΦΟΙΤΗΤΗΣ μαθηματικός παραδίδει μαθήματα. Τηλ. 821-461. (312, 248, 456, 265)
classified-ad: ΠΩΛΕΙΤΑΙ δύο κομπρεσέρ τεχνικά. Τηλ. 513-148. (5, 1023, 149, 1040)
classified-ad: ΠΩΛΕΙΤΑΙ λουτρογάζο. Τηλ. 416-806. (163, 915, 302, 924)
classified-ad: OPEL Rekord 1700 νεο 425-577. (9, 924, 129, 933)
classified-ad: ΠΩΛΕΙΤΑΙ πλυντήριο Ruggi. Τηλ. 610-761. (158, 357, 303, 375)
classified-ad: ΠΩΛΕΙΤΑΙ Ρεζερβαρ 1400 Vax. Τηλ. 527-115. (158, 514, 303, 532)
classified-ad: ΦΟΙΤΗΤΡΙΑ ιστορίας παραδίδει. Τηλ. 630-167. (619, 139, 764, 156)
classified-ad: ΓΑΛΛΙΚΑ. Τηλ. 300-384. (317, 672, 406, 682)
classified-ad: ΠΩΛΕΙΤΑΙ ρεφρίγκερ. Τηλ. 815-462. (163, 944, 296, 953)
classified-ad: ΦΟΙΤΗΤΡΙΑ. Τηλ. 240-185. (470, 494, 569, 503)
classified-ad: ΑΦΟΙ Λουκάκη. Τηλ. 277-651. (624, 504, 734, 513)
classified-ad: DATSUN 1200, καραβάν 73 τηλέφ. 424-074 Σκοτίδας – Δρουγαλάς. (5, 339, 149, 357)
classified-ad: ΠΤΥΧΙΟΥΧΟΣ θετικής κατευθύνσεως παραδίδει μαθήματα. Τηλ. 303-238. (312, 192, 456, 210)
classified-ad: ZASTAVA 750, 79 τηλ. 424-074 Σκοτίδας – Δρουγαλάς. (5, 357, 149, 375)
classified-ad: ΠΤΥΧΙΟΥΧΟΣ γαλλικής φιλολογίας παραδίδει μαθήματα. Τηλ. 212-985. (312, 285, 456, 303)
column-1 (5, 121, 149, 1843)
classified-ad: ΖΗΤΕΙΤΑΙ άνθρωπος. Τηλ. 827-177. (163, 1011, 294, 1019)
column-2 (158, 121, 303, 1843)
classified-ad: ΑΓΓΛΙΚΑ καθηγήτρια Αγγλικής παραδίδει μαθήματα. Τηλ. 912-948. (312, 267, 456, 284)
classified-ad: ΚΑΘΗΓΗΤΡΙΑ αγγλικών. Τηλ. 205-600. (619, 280, 764, 297)
classified-ad: ΦΟΙΤΗΤΗΣ. Τηλ. 201-066. (470, 526, 568, 535)
classified-ad: FORD 15 M, 63 τηλ. 424-074 Σκοτίδας – Δρουγαλάς. (5, 264, 149, 282)
classified-ad: ΤΑΞΙ Toyota 1200 μ. 77 μοντέλο. Τηλ. 622-349. (5, 795, 149, 811)
classified-ad: ΝΕΟΝ και Αρχαίες ελληνικές. Τηλ. 829-633. (466, 298, 610, 315)
